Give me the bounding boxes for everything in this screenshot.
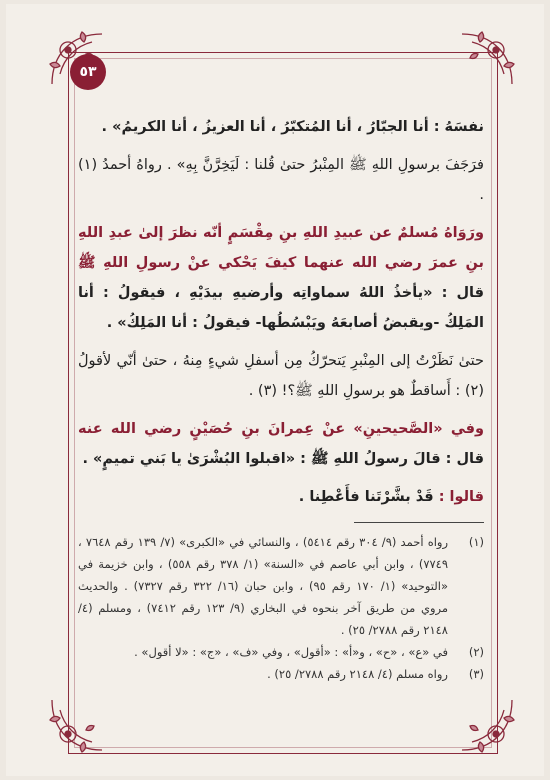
footnote: [78, 663, 484, 685]
paragraph-6-text: قَدْ بشَّرْتَنا فأَعْطِنا .: [298, 489, 439, 505]
book-page: [6, 4, 544, 776]
paragraph-2: فرَجَفَ برسولِ اللهِ ﷺ المِنْبرُ حتىٰ قُلنا : لَيَخِرَّنَّ بِهِ» . رواهُ أحمدُ (١) .: [78, 157, 484, 203]
paragraph-4: حتىٰ نَظَرْتُ إلى المِنْبرِ يَتحرّكُ مِن أسفلِ شيءٍ مِنهُ ، حتىٰ أنّي لأقولُ (٢) : أَساقطٌ هو برسولِ اللهِ ﷺ؟! (٣) .: [78, 353, 484, 399]
paragraph-6: [78, 482, 484, 512]
floral-ornament-icon: [452, 24, 522, 94]
page-number-badge: ٥٣: [70, 54, 106, 90]
footnote-number: (٢): [468, 645, 484, 659]
paragraph-3: [78, 218, 484, 338]
paragraph-6-highlight: قالوا :: [438, 489, 484, 505]
footnote-separator: [354, 522, 484, 523]
footnote-text: رواه مسلم (٤/ ٢١٤٨ رقم ٢٧٨٨/ ٢٥) .: [267, 667, 448, 681]
floral-ornament-icon: [42, 690, 112, 760]
footnote: [78, 641, 484, 663]
paragraph-3-text: قال : «يأخذُ اللهُ سماواتِه وأرضيهِ بيدَيْهِ ، فيقولُ : أنا المَلِكُ -ويقبضُ أصابعَهُ ويَبْسُطُها- فيقولُ : أنا المَلِكُ» .: [78, 285, 484, 331]
floral-ornament-icon: [452, 690, 522, 760]
paragraph-1: نفسَهُ : أنا الجبّارُ ، أنا المُتكبّرُ ، أنا العزيزُ ، أنا الكريمُ» .: [101, 119, 484, 135]
paragraph-5: [78, 414, 484, 474]
paragraph-5-highlight: وفي «الصَّحيحينِ» عنْ عِمرانَ بنِ حُصَيْنٍ رضي الله عنه: [78, 421, 484, 437]
footnote-number: (١): [468, 535, 484, 549]
footnote: [78, 531, 484, 641]
page-content: [78, 112, 484, 685]
paragraph-3-highlight: ورَوَاهُ مُسلمٌ عن عبيدِ اللهِ بنِ مِقْسَمٍ أنّه نظرَ إلىٰ عبدِ اللهِ بنِ عمرَ رضي الله عنهما كيفَ يَحْكي عنْ رسولِ اللهِ ﷺ: [78, 225, 484, 271]
footnote-number: (٣): [468, 667, 484, 681]
paragraph-5-text: قال : قالَ رسولُ اللهِ ﷺ : «اقبلوا البُشْرَىٰ يا بَني تميمٍ» .: [82, 451, 484, 467]
footnote-text: رواه أحمد (٩/ ٣٠٤ رقم ٥٤١٤) ، والنسائي في «الكبرى» (٧/ ١٣٩ رقم ٧٦٤٨ ، ٧٧٤٩) ، وابن أبي عاصم في «السنة» (١/ ٣٧٨ رقم ٥٥٨) ، وابن خزيمة في «التوحيد» (١/ ١٧٠ رقم ٩٥) ، وابن حبان (١٦/ ٣٢٢ رقم ٧٣٢٧) . والحديث مروي من طريق آخر بنحوه في البخاري (٩/ ١٢٣ رقم ٧٤١٢) ، ومسلم (٤/ ٢١٤٨ رقم ٢٧٨٨/ ٢٥) .: [78, 535, 449, 637]
footnote-text: في «ع» ، «ح» ، و«أ» : «أقول» ، وفي «ف» ، «ج» : «لا أقول» .: [134, 645, 448, 659]
